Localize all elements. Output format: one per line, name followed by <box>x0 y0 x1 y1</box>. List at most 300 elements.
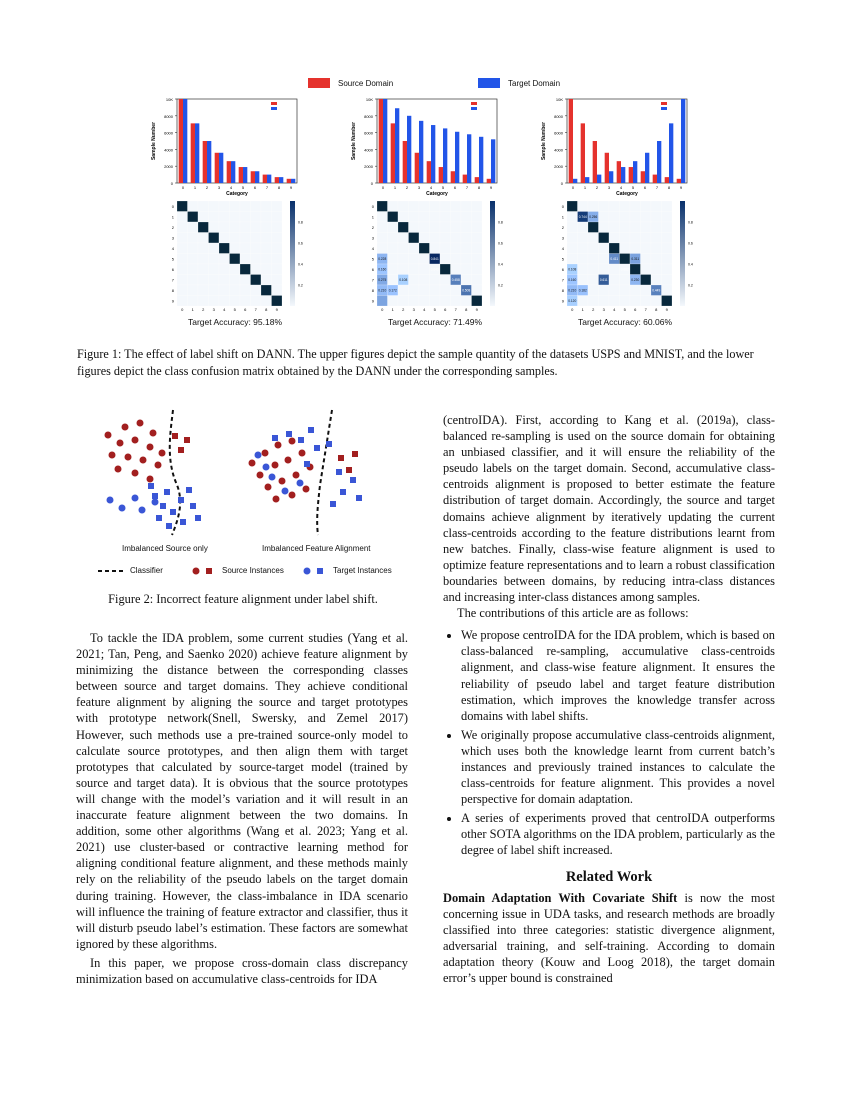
cm-cell <box>388 275 399 286</box>
bar <box>395 108 399 183</box>
cm-cell <box>209 233 220 244</box>
cm-row-label: 4 <box>171 245 174 251</box>
bar <box>491 139 495 183</box>
cm-cell <box>409 243 420 254</box>
x-tick-label: 3 <box>417 185 421 190</box>
cm-cell <box>188 243 199 254</box>
bar <box>629 167 633 183</box>
cm-cell <box>662 222 673 233</box>
right-column <box>443 412 775 986</box>
cm-cell <box>588 243 599 254</box>
cm-cell <box>409 254 420 265</box>
x-tick-label: 4 <box>619 185 623 190</box>
cm-cell <box>219 222 230 233</box>
cm-cell <box>177 275 188 286</box>
cm-cell <box>662 201 673 212</box>
cm-cell <box>419 222 430 233</box>
cm-cell <box>578 296 589 307</box>
cm-cell <box>177 254 188 265</box>
colorbar <box>290 201 295 306</box>
cm-cell <box>240 264 251 275</box>
cm-cell <box>419 243 430 254</box>
cm-cell <box>398 233 409 244</box>
cm-cell <box>430 243 441 254</box>
cm-cell <box>388 201 399 212</box>
y-tick-label: 6000 <box>364 130 373 136</box>
colorbar <box>490 201 495 306</box>
cm-cell <box>251 243 262 254</box>
y-tick-label: 10K <box>365 97 373 102</box>
cm-cell <box>209 243 220 254</box>
cm-cell <box>188 285 199 296</box>
cm-cell <box>609 275 620 286</box>
x-tick-label: 5 <box>441 185 445 190</box>
cm-cell <box>230 233 241 244</box>
cm-cell <box>567 233 578 244</box>
mini-legend-swatch <box>661 102 667 105</box>
bar <box>275 177 279 183</box>
dashed-line-icon <box>98 568 124 574</box>
cm-col-label: 0 <box>181 307 184 311</box>
cm-cell <box>472 275 483 286</box>
cm-cell <box>209 285 220 296</box>
cm-cell <box>567 201 578 212</box>
cm-cell <box>409 264 420 275</box>
bar <box>657 141 661 183</box>
cm-cell <box>198 243 209 254</box>
cm-col-label: 6 <box>444 307 447 311</box>
cm-cell <box>261 275 272 286</box>
cm-row-label: 6 <box>171 266 174 272</box>
bar <box>641 171 645 183</box>
cm-cell <box>272 243 283 254</box>
cm-cell <box>461 243 472 254</box>
cm-cell <box>662 275 673 286</box>
bar <box>243 167 247 183</box>
x-tick-label: 7 <box>655 185 659 190</box>
figure1-panel-1 <box>145 93 345 333</box>
cm-col-label: 7 <box>254 307 257 311</box>
cm-cell <box>662 233 673 244</box>
legend-target <box>478 78 560 88</box>
x-tick-label: 2 <box>405 185 409 190</box>
bar <box>467 134 471 183</box>
colorbar-tick-label: 0.6 <box>298 241 303 246</box>
cm-cell <box>409 212 420 223</box>
cm-cell <box>440 212 451 223</box>
cm-cell <box>240 254 251 265</box>
cm-cell <box>620 201 631 212</box>
legend-source-label: Source Domain <box>338 78 394 88</box>
legend-classifier-label: Classifier <box>130 566 163 575</box>
y-tick-label: 0 <box>370 181 373 186</box>
cm-cell <box>230 222 241 233</box>
cm-cell <box>398 285 409 296</box>
cm-col-label: 3 <box>602 307 605 311</box>
cm-cell <box>630 222 641 233</box>
cm-cell <box>209 275 220 286</box>
x-tick-label: 7 <box>265 185 269 190</box>
cm-cell <box>599 212 610 223</box>
cm-row-label: 7 <box>561 277 564 283</box>
cm-cell <box>451 243 462 254</box>
list-item: • We propose centroIDA for the IDA problem, which is based on class-balanced re-sampling, accumulative class-centroids alignment, and class-wise feature alignment. It ensures the reliability of pseudo label and target feature distribution estimation, which improves the knowledge transfer across domains with label shifts. <box>461 627 775 724</box>
bar <box>439 167 443 183</box>
feature-alignment-diagram <box>80 405 410 540</box>
contribution-list <box>443 627 775 858</box>
cm-cell <box>272 201 283 212</box>
bar <box>219 153 223 183</box>
cm-cell <box>620 275 631 286</box>
bar <box>179 99 183 183</box>
cm-cell <box>388 212 399 223</box>
x-tick-label: 6 <box>643 185 647 190</box>
bar <box>291 179 295 183</box>
y-tick-label: 2000 <box>554 164 563 170</box>
subfigure-a-label: Imbalanced Source only <box>122 544 208 553</box>
bar <box>451 171 455 183</box>
cm-cell <box>662 254 673 265</box>
cm-cell <box>440 264 451 275</box>
bar <box>251 171 255 183</box>
cm-row-label: 4 <box>561 245 564 251</box>
target-squares-a <box>148 483 201 529</box>
cm-cell <box>461 264 472 275</box>
cm-cell <box>609 201 620 212</box>
bar <box>653 175 657 183</box>
cm-cell <box>188 233 199 244</box>
cm-cell <box>419 212 430 223</box>
cm-cell <box>240 275 251 286</box>
cm-cell <box>609 222 620 233</box>
cm-row-label: 0 <box>171 203 174 209</box>
cm-row-label: 8 <box>171 287 174 293</box>
cm-col-label: 9 <box>475 307 478 311</box>
y-tick-label: 6000 <box>164 130 173 136</box>
cm-cell <box>409 285 420 296</box>
cm-cell <box>377 243 388 254</box>
classifier-boundary-a <box>170 410 180 535</box>
bar <box>621 167 625 183</box>
bar <box>227 161 231 183</box>
cm-cell <box>272 285 283 296</box>
cm-value-label: 0.458 <box>451 278 460 283</box>
cm-value-label: 0.411 <box>610 257 619 262</box>
target-swatch <box>478 78 500 88</box>
x-tick-label: 0 <box>181 185 185 190</box>
cm-cell <box>599 254 610 265</box>
mini-legend-swatch <box>471 107 477 110</box>
cm-col-label: 4 <box>613 307 616 311</box>
cm-cell <box>451 201 462 212</box>
cm-cell <box>177 243 188 254</box>
cm-cell <box>651 233 662 244</box>
cm-cell <box>651 296 662 307</box>
cm-cell <box>630 201 641 212</box>
cm-cell <box>398 201 409 212</box>
cm-cell <box>461 296 472 307</box>
cm-cell <box>451 233 462 244</box>
cm-cell <box>261 212 272 223</box>
legend-source-instances <box>192 566 284 575</box>
cm-cell <box>662 212 673 223</box>
cm-cell <box>620 212 631 223</box>
cm-cell <box>409 275 420 286</box>
cm-cell <box>209 222 220 233</box>
cm-cell <box>588 222 599 233</box>
cm-cell <box>609 243 620 254</box>
target-circles-a <box>107 495 159 514</box>
figure1-caption: Figure 1: The effect of label shift on DANN. The upper figures depict the sample quantity of the datasets USPS and MNIST, and the lower figures depict the class confusion matrix obtained by the DANN under the corresponding samples. <box>77 347 754 378</box>
paragraph: (centroIDA). First, according to Kang et al. (2019a), class-balanced re-sampling is used on the source domain for obtaining an unbiased classifier, and it will ensure the reliability of the pseudo labels on the target domain. Second, accumulative class-centroids alignment is proposed to better estimate the feature distribution of target domain. Accordingly, the source and target domains achieve alignment by iteratively updating the current class-centroids according to the feature distributions learnt from new batches. Finally, class-wise feature alignment is used to optimize feature representations and to learn a robust classification boundaries between domains, by reducing intra-class distances and increasing inter-class distances among samples. <box>443 413 775 605</box>
cm-cell <box>620 296 631 307</box>
cm-cell <box>440 243 451 254</box>
cm-cell <box>588 296 599 307</box>
cm-cell <box>440 254 451 265</box>
cm-cell <box>630 264 641 275</box>
cm-cell <box>261 201 272 212</box>
cm-cell <box>620 233 631 244</box>
cm-value-label: 0.611 <box>599 278 608 283</box>
cm-cell <box>240 222 251 233</box>
cm-cell <box>461 233 472 244</box>
cm-cell <box>388 264 399 275</box>
cm-value-label: 0.841 <box>430 257 439 262</box>
colorbar-tick-label: 0.6 <box>688 241 693 246</box>
cm-cell <box>641 275 652 286</box>
cm-cell <box>219 243 230 254</box>
cm-cell <box>472 201 483 212</box>
cm-cell <box>409 201 420 212</box>
cm-cell <box>198 285 209 296</box>
x-tick-label: 6 <box>453 185 457 190</box>
x-axis-label: Category <box>226 191 248 197</box>
bar <box>207 141 211 183</box>
y-tick-label: 8000 <box>164 113 173 119</box>
cm-cell <box>588 264 599 275</box>
cm-cell <box>240 296 251 307</box>
cm-row-label: 8 <box>371 287 374 293</box>
cm-row-label: 1 <box>171 214 174 220</box>
cm-col-label: 7 <box>644 307 647 311</box>
x-tick-label: 9 <box>679 185 683 190</box>
cm-cell <box>240 243 251 254</box>
cm-cell <box>599 201 610 212</box>
bar <box>479 137 483 183</box>
x-axis-label: Category <box>426 191 448 197</box>
paragraph-text: is now the most concerning issue in UDA tasks, and research methods are broadly classified into three categories: statistic divergence alignment, adversarial training, and self-training. According to domain adaptation theory (Kouw and Loog 2018), the target domain error’s upper bound is constrained <box>443 890 776 986</box>
section-heading: Related Work <box>565 868 653 885</box>
x-tick-label: 1 <box>193 185 197 190</box>
cm-cell <box>251 212 262 223</box>
cm-cell <box>377 296 388 307</box>
cm-cell <box>430 296 441 307</box>
colorbar-tick-label: 0.8 <box>498 220 503 225</box>
cm-row-label: 2 <box>371 224 374 230</box>
cm-cell <box>451 212 462 223</box>
x-tick-label: 8 <box>477 185 481 190</box>
bar <box>569 99 573 183</box>
cm-row-label: 8 <box>561 287 564 293</box>
figure2-caption: Figure 2: Incorrect feature alignment under label shift. <box>108 592 378 606</box>
cm-cell <box>219 233 230 244</box>
bar <box>203 141 207 183</box>
legend-target-label-2: Target Instances <box>333 566 392 575</box>
x-tick-label: 2 <box>595 185 599 190</box>
target-instance-icon <box>303 567 327 575</box>
cm-col-label: 9 <box>665 307 668 311</box>
bar <box>573 179 577 183</box>
cm-cell <box>261 222 272 233</box>
cm-cell <box>251 296 262 307</box>
cm-cell <box>188 222 199 233</box>
cm-cell <box>599 285 610 296</box>
cm-cell <box>567 222 578 233</box>
cm-cell <box>188 296 199 307</box>
bar <box>383 99 387 183</box>
cm-row-label: 2 <box>561 224 564 230</box>
bar-chart-1 <box>145 93 325 201</box>
cm-col-label: 8 <box>655 307 658 311</box>
cm-cell <box>472 222 483 233</box>
cm-cell <box>272 254 283 265</box>
y-tick-label: 2000 <box>364 164 373 170</box>
cm-row-label: 9 <box>171 298 174 304</box>
cm-cell <box>461 275 472 286</box>
y-axis-label: Sample Number <box>541 121 547 161</box>
cm-col-label: 1 <box>191 307 194 311</box>
cm-cell <box>251 201 262 212</box>
cm-cell <box>388 296 399 307</box>
figure2 <box>80 405 410 595</box>
colorbar-tick-label: 0.4 <box>498 262 503 267</box>
cm-cell <box>230 285 241 296</box>
cm-row-label: 7 <box>171 277 174 283</box>
cm-row-label: 1 <box>561 214 564 220</box>
cm-cell <box>261 254 272 265</box>
list-item: • A series of experiments proved that centroIDA outperforms other SOTA algorithms on the IDA problem, particularly as the degree of label shift increased. <box>461 810 775 858</box>
cm-cell <box>472 296 483 307</box>
cm-cell <box>188 201 199 212</box>
cm-row-label: 4 <box>371 245 374 251</box>
cm-cell <box>430 201 441 212</box>
cm-row-label: 9 <box>561 298 564 304</box>
cm-cell <box>240 233 251 244</box>
x-tick-label: 4 <box>429 185 433 190</box>
figure1-legend <box>300 78 600 92</box>
bar <box>215 153 219 183</box>
cm-cell <box>377 201 388 212</box>
cm-cell <box>419 285 430 296</box>
source-instance-icon <box>192 567 216 575</box>
cm-cell <box>409 233 420 244</box>
cm-cell <box>599 264 610 275</box>
bar <box>379 99 383 183</box>
cm-cell <box>451 222 462 233</box>
cm-value-label: 0.160 <box>568 278 577 283</box>
cm-row-label: 7 <box>371 277 374 283</box>
cm-cell <box>567 212 578 223</box>
cm-cell <box>609 296 620 307</box>
cm-cell <box>209 264 220 275</box>
cm-cell <box>472 233 483 244</box>
cm-cell <box>440 296 451 307</box>
cm-col-label: 7 <box>454 307 457 311</box>
cm-cell <box>641 222 652 233</box>
cm-cell <box>209 212 220 223</box>
cm-cell <box>430 222 441 233</box>
cm-row-label: 2 <box>171 224 174 230</box>
cm-row-label: 5 <box>561 256 564 262</box>
bar <box>279 177 283 183</box>
cm-value-label: 0.210 <box>378 288 387 293</box>
cm-cell <box>578 243 589 254</box>
cm-cell <box>451 296 462 307</box>
cm-cell <box>198 254 209 265</box>
cm-cell <box>578 254 589 265</box>
cm-cell <box>272 296 283 307</box>
mini-legend-swatch <box>471 102 477 105</box>
cm-cell <box>240 212 251 223</box>
cm-cell <box>177 233 188 244</box>
cm-cell <box>588 254 599 265</box>
cm-cell <box>662 285 673 296</box>
bar <box>633 161 637 183</box>
cm-cell <box>440 201 451 212</box>
cm-cell <box>251 275 262 286</box>
cm-row-label: 9 <box>371 298 374 304</box>
cm-cell <box>472 243 483 254</box>
cm-col-label: 2 <box>202 307 205 311</box>
cm-cell <box>620 285 631 296</box>
bar <box>597 175 601 183</box>
cm-cell <box>641 233 652 244</box>
confusion-matrix-2 <box>345 199 525 311</box>
bar <box>585 177 589 183</box>
cm-cell <box>251 264 262 275</box>
x-tick-label: 0 <box>571 185 575 190</box>
cm-col-label: 5 <box>623 307 626 311</box>
paragraph: To tackle the IDA problem, some current studies (Yang et al. 2021; Tan, Peng, and Saenko 2020) achieve feature alignment by minimizing the distance between the corresponding classes between source and target domains. They achieve conditional feature alignment by aligning the source and target prototypes with prototype network(Snell, Swersky, and Zemel 2017) However, such methods use a pre-trained source-only model to calculate source prototypes, and then align them with target prototypes that calculated by source-target model (trained by source and target data). It is obvious that the source prototypes will change with the model’s variation and it will result in an inaccurate feature alignment between the two domains. In addition, some other algorithms (Wang et al. 2023; Yang et al. 2021) use cluster-based or contractive learning method for aligning conditional feature alignment, and these methods mainly rely on the reliability of the pseudo labels on the target domain during training. However, the class-imbalance in IDA scenario will influence the training of feature extractor and classifier, thus it will disturb pseudo label’s estimation. These factors are somewhat ignored by these algorithms. <box>76 631 408 951</box>
colorbar-tick-label: 0.2 <box>688 283 693 288</box>
cm-cell <box>472 212 483 223</box>
cm-cell <box>662 264 673 275</box>
cm-cell <box>662 243 673 254</box>
cm-cell <box>641 201 652 212</box>
paragraph: The contributions of this article are as follows: <box>457 606 689 621</box>
cm-col-label: 9 <box>275 307 278 311</box>
cm-cell <box>430 275 441 286</box>
bar <box>617 161 621 183</box>
mini-legend-swatch <box>661 107 667 110</box>
cm-col-label: 4 <box>423 307 426 311</box>
cm-value-label: 0.275 <box>378 278 387 283</box>
cm-cell <box>451 285 462 296</box>
cm-col-label: 8 <box>465 307 468 311</box>
cm-cell <box>219 264 230 275</box>
paragraph <box>443 890 775 987</box>
cm-cell <box>209 201 220 212</box>
cm-cell <box>620 243 631 254</box>
cm-cell <box>588 233 599 244</box>
cm-cell <box>641 296 652 307</box>
cm-col-label: 5 <box>433 307 436 311</box>
cm-cell <box>599 243 610 254</box>
cm-cell <box>272 222 283 233</box>
cm-cell <box>430 233 441 244</box>
mini-legend-swatch <box>271 102 277 105</box>
cm-cell <box>609 233 620 244</box>
